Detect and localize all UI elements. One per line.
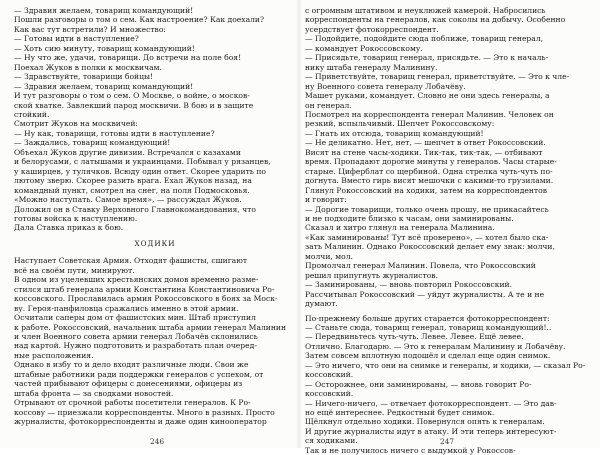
text-line: догнута. Вместо гирь висят мешочки с какими-то грузилами.	[305, 176, 587, 185]
text-line: И тут разговоры о том о сем. О Москве, о войне, о москов-	[14, 91, 296, 100]
text-line: всё на своём пути, минируют.	[14, 266, 296, 275]
text-line: резкий, вспыльчивый. Шепчет Рокоссовскому:	[305, 119, 587, 128]
text-line: Висят на стене часы-ходики. Тик-так, тик-так, — отбивают	[305, 148, 587, 157]
text-line: Промолчал генерал Малинин. Повела, что Рокоссовский	[305, 261, 587, 270]
text-line: и говорит:	[305, 195, 587, 204]
text-line: и член Военного совета армии генерал Лобачёв склонились	[14, 332, 296, 341]
text-line: — Заждались, товарищ командующий!	[14, 138, 296, 147]
text-line: молчи, мол.	[305, 252, 587, 261]
text-line: Однако в избу то и дело входят различные люди. Свои же	[14, 360, 296, 369]
text-line: И другие журналисты идут в атаку. И эти теперь интересуют-	[305, 427, 587, 436]
text-line: — Ну что же, удачи, товарищи. До встречи на поле боя!	[14, 53, 296, 62]
text-line: корреспонденты на генералов, как соколы на добычу. Особенно	[305, 15, 587, 24]
book-gutter	[296, 0, 302, 448]
right-page-part2	[305, 314, 587, 455]
text-line: усердствует фотокорреспондент.	[305, 25, 587, 34]
text-line: Машет руками, командует. Словно не они здесь генералы, а	[305, 91, 587, 100]
text-line: Как вас тут встретили? И множество:	[14, 25, 296, 34]
text-line: старые. Циферблат со щербиной. Одна стрелка чуть-чуть по-	[305, 167, 587, 176]
text-line: Так и не получилось ничего с выдумкой у Рокоссов-	[305, 446, 587, 455]
text-line: и не подходите близко к часам, они заминированы.	[305, 214, 587, 223]
text-line: — Это ничего, что они на снимке и генералы, и ходики, — сказал Ро-	[305, 361, 587, 370]
text-line: Отрывают от срочной работы посетители генералов. К Ро-	[14, 398, 296, 407]
text-line: думают.	[305, 299, 587, 308]
text-line: коссовский.	[305, 389, 587, 398]
text-line: коссовский.	[305, 370, 587, 379]
text-line: Дала Ставка приказ к бою.	[14, 223, 296, 232]
text-line: ся ходиками.	[305, 436, 587, 445]
text-line: нику штаба генералу Малинину.	[305, 63, 587, 72]
text-line: Щёлкнул отдельно ходики. Повернулся опять к генералам.	[305, 417, 587, 426]
text-line: коссовского. Прославилась армия Рокоссовского в боях за Моск-	[14, 294, 296, 303]
text-line: «Можно наступать. Самое время», — рассуждал Жуков.	[14, 195, 296, 204]
left-page-part1	[14, 6, 296, 233]
text-line: ну Военного совета генералу Лобачёву.	[305, 82, 587, 91]
text-line: ской хватке. Завлекший парод москвичи. В бою и в защите	[14, 101, 296, 110]
text-line: стился штаб генерала армии Константина Константиновича Ро-	[14, 285, 296, 294]
left-page-part2	[14, 256, 296, 426]
text-line: командный пункт, смотрел на снег, на поля Подмосковья.	[14, 186, 296, 195]
text-line: время. Пропадают дорогие минуты у генералов. Часы старые-	[305, 157, 587, 166]
text-line: — Ну как, товарищи, готовы идти в наступление?	[14, 129, 296, 138]
right-page-part1	[305, 6, 587, 309]
text-line: Поехал Жуков в полки к москвичам.	[14, 63, 296, 72]
text-line: и белорусами, с латышами и украинцами. Побывал у рязанцев,	[14, 157, 296, 166]
text-line: Рассчитывал Рокоссовский — уйдут журналисты. А те и не	[305, 290, 587, 299]
text-line: ву. Героя-панфиловца сражались именно в этой армии.	[14, 304, 296, 313]
text-line: — Гнать их отсюда, товарищ командующий!	[305, 129, 587, 138]
text-line: — Присядьте, товарищ генерал, присядьте. — Это к началь-	[305, 53, 587, 62]
text-line: но ещё интереснее. Редкостный будет снимок.	[305, 408, 587, 417]
text-line: Глянул Рокоссовский на ходики, затем на корреспондентов	[305, 186, 587, 195]
text-line: Пошли разговоры о том о сем. Как настроение? Как доехали?	[14, 15, 296, 24]
text-line: — Осторожнее, они заминированы, — вновь говорит Ро-	[305, 380, 587, 389]
text-line: — Готовы идти в наступление?	[14, 34, 296, 43]
text-line: — Заминированы, — вновь повторил Рокоссовский.	[305, 280, 587, 289]
text-line: Смотрит Жуков на москвичей:	[14, 119, 296, 128]
text-line: — Приветствуйте, товарищ генерал, приветствуйте. — Это к чле-	[305, 72, 587, 81]
text-line: — Подойдите, подойдите сюда поближе, товарищ генерал,	[305, 34, 587, 43]
text-line: готовы войска к наступлению.	[14, 214, 296, 223]
text-line: По-прежнему больше других старается фотокорреспондент:	[305, 314, 587, 323]
text-line: штаба фронта — за сводками новостей.	[14, 389, 296, 398]
text-line: — Станьте сюда, товарищ генерал, товарищ командующий!..	[305, 323, 587, 332]
text-line: журналисты, фотокорреспонденты и даже один кинооператор	[14, 417, 296, 426]
section-heading: ХОДИКИ	[14, 239, 296, 248]
text-line: у каширцев, у тулячков. Всюду один ответ. Скорее ударить по	[14, 167, 296, 176]
text-line: Доложил он в Ставку Верховного Главнокомандования, что	[14, 205, 296, 214]
text-line: В одном из уцелевших крестьянских домов временно разме-	[14, 275, 296, 284]
left-page	[14, 6, 296, 436]
text-line: — Здравия желаем, товарищ командующий!	[14, 82, 296, 91]
text-line: Наступает Советская Армия. Отходят фашисты, сшигают	[14, 256, 296, 265]
right-page-number: 247	[440, 437, 454, 446]
text-line: к работе. Рокоссовский, начальник штаба армии генерал Малинин	[14, 323, 296, 332]
text-line: «Как заминированы! Тут всё проверено», — хотел было ска-	[305, 233, 587, 242]
text-line: он генерал.	[305, 101, 587, 110]
text-line: Отлично. Благодарю. — Это к генералам Малинину и Лобачёву.	[305, 342, 587, 351]
text-line: — Передвиньтесь чуть-чуть. Левее. Левее. Ещё левее.	[305, 332, 587, 341]
text-line: — командует Рокоссовскому.	[305, 44, 587, 53]
text-line: зать Малинин. Однако Рокоссовский делает ему знак: молчи,	[305, 242, 587, 251]
text-line: стойкий.	[14, 110, 296, 119]
text-line: — Здравствуйте, товарищи бойцы!	[14, 72, 296, 81]
text-line: ные расположения.	[14, 351, 296, 360]
text-line: Затем совсем вплотную подошёл и сделал еще один снимок.	[305, 351, 587, 360]
text-line: над картой. Нужно подготовить и разработать план очеред-	[14, 341, 296, 350]
text-line: частей прибывают офицеры с донесениями, офицеры из	[14, 379, 296, 388]
text-line: — Хоть сию минуту, товарищ командующий!	[14, 44, 296, 53]
text-line: Сказал и хитро глянул на генерала Малинина.	[305, 223, 587, 232]
text-line: — Дорогие товарищи, только очень прошу, не прикасайтесь	[305, 205, 587, 214]
text-line: Осчитали саперы дом от фашистских мин. Штаб приступил	[14, 313, 296, 322]
text-line: решил припугнуть журналистов.	[305, 271, 587, 280]
right-page	[305, 6, 587, 436]
left-page-number: 246	[150, 437, 164, 446]
text-line: коссову — приезжали корреспонденты. Много в разных. Просто	[14, 408, 296, 417]
text-line: — Ничего-ничего, — отвечает фотокорреспондент. — Это дав-	[305, 399, 587, 408]
text-line: лютому зверю. Скорее разить врага. Ехал Жуков назад, на	[14, 176, 296, 185]
text-line: Объехал Жуков другие дивизии. Встречался с казахами	[14, 148, 296, 157]
text-line: с огромным штативом и неуклюжей камерой. Набросились	[305, 6, 587, 15]
text-line: — Не деликатно. Нет, нет, — шепчет в ответ Рокоссовский.	[305, 138, 587, 147]
text-line: штабные работники ради поддержки генералов с успехом, от	[14, 370, 296, 379]
text-line: — Здравия желаем, товарищ командующий!	[14, 6, 296, 15]
text-line: Посмотрел на корреспондента генерал Малинин. Человек он	[305, 110, 587, 119]
